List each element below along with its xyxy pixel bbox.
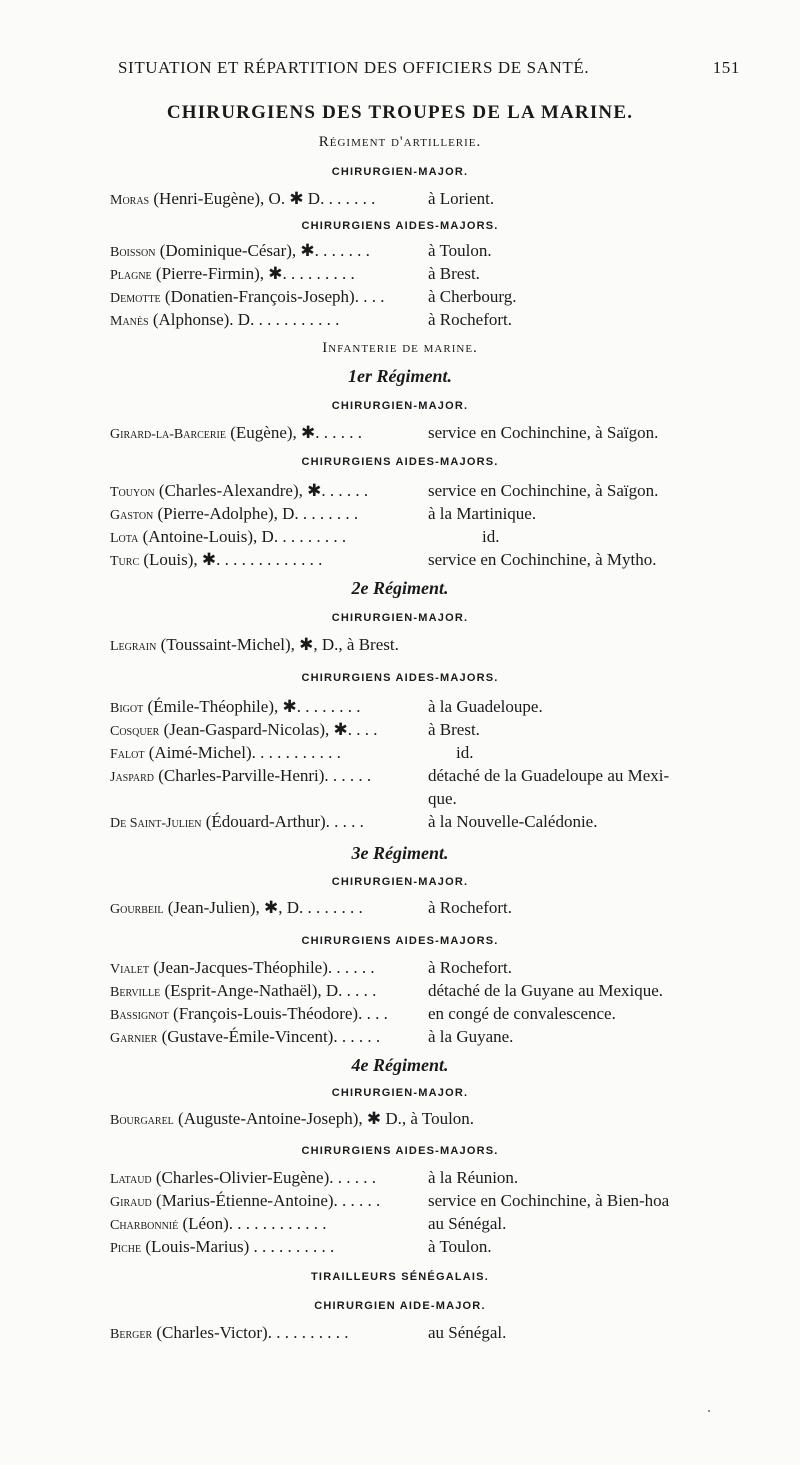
entry-row [110,1004,750,1024]
entry-row [110,550,750,570]
rank-heading-aides: CHIRURGIENS AIDES-MAJORS. [301,935,499,947]
regiment-heading-3: 3e Régiment. [351,843,449,863]
entry-surname: Falot [110,747,145,762]
entry-surname: De Saint-Julien [110,816,202,831]
entry-row [110,766,750,786]
entry-destination: à Brest. [428,720,480,739]
entry-destination: détaché de la Guyane au Mexique. [428,981,664,1000]
entry-given: (Marius-Étienne-Antoine). . . . . . [151,1191,381,1210]
entry-given: (Dominique-César), ✱. . . . . . . [155,241,370,260]
entry-row [110,241,750,261]
entry-row [110,264,750,284]
entry-row [110,812,750,832]
entry-given: (Alphonse). D. . . . . . . . . . . [148,310,340,329]
rank-heading-aides: CHIRURGIENS AIDES-MAJORS. [301,220,499,232]
entry-destination: détaché de la Guadeloupe au Mexi- [428,766,670,785]
entry-row [110,1323,750,1343]
entry-row [110,743,750,763]
entry-surname: Garnier [110,1031,158,1046]
rank-heading-major: CHIRURGIEN-MAJOR. [331,166,469,178]
entry-surname: Lataud [110,1172,152,1187]
entry-surname: Giraud [110,1195,152,1210]
entry-destination: à Cherbourg. [428,287,517,306]
rank-heading-major: CHIRURGIEN-MAJOR. [331,1087,469,1099]
rank-heading-aides: CHIRURGIENS AIDES-MAJORS. [301,1145,499,1157]
entry-given: (Charles-Parville-Henri). . . . . . [154,766,372,785]
rank-heading-aide: CHIRURGIEN AIDE-MAJOR. [314,1300,486,1312]
entry-destination: à Lorient. [428,189,495,208]
entry-row [110,504,750,524]
entry-given: (Aimé-Michel). . . . . . . . . . . [144,743,341,762]
main-title: CHIRURGIENS DES TROUPES DE LA MARINE. [166,102,634,123]
entry-given: (Léon). . . . . . . . . . . . [178,1214,327,1233]
entry-given: (Pierre-Firmin), ✱. . . . . . . . . [151,264,355,283]
entry-row [110,898,750,918]
entry-surname: Demotte [110,291,161,306]
entry-surname: Berger [110,1327,153,1342]
entry-destination: en congé de convalescence. [428,1004,616,1023]
entry-row [110,423,750,443]
entry-destination: id. [482,527,500,546]
entry-row [110,1214,750,1234]
entry-surname: Touyon [110,485,155,500]
rank-heading-major: CHIRURGIEN-MAJOR. [331,876,469,888]
entry-destination: à Rochefort. [428,898,513,917]
entry-row [110,1191,750,1211]
entry-row [110,310,750,330]
entry-surname: Jaspard [110,770,154,785]
entry-surname: Girard-la-Barcerie [110,427,226,442]
entry-surname: Turc [110,554,140,569]
entry-destination: service en Cochinchine, à Mytho. [428,550,657,569]
entry-row [110,697,750,717]
entry-given: (Henri-Eugène), O. ✱ D. . . . . . . [149,189,376,208]
entry-row [110,720,750,740]
entry-surname: Berville [110,985,161,1000]
entry-row [110,481,750,501]
entry-given: (Louis), ✱. . . . . . . . . . . . . [139,550,323,569]
entry-surname: Piche [110,1241,142,1256]
regiment-heading-1: 1er Régiment. [348,366,452,386]
rank-heading-aides: CHIRURGIENS AIDES-MAJORS. [301,672,499,684]
entry-surname: Vialet [110,962,149,977]
entry-row [110,1168,750,1188]
entry-given: (Auguste-Antoine-Joseph), ✱ D., à Toulon. [173,1109,475,1128]
entry-continuation: que. [428,789,457,808]
entry-given: (Édouard-Arthur). . . . . [201,812,364,831]
entry-row [110,1027,750,1047]
section-infanterie: Infanterie de marine. [322,340,478,356]
entry-destination: à Brest. [428,264,480,283]
entry-given: (Gustave-Émile-Vincent). . . . . . [157,1027,381,1046]
header-title: SITUATION ET RÉPARTITION DES OFFICIERS DE SANTÉ. [118,58,590,77]
entry-given: (Eugène), ✱. . . . . . [226,423,363,442]
entry-surname: Charbonnié [110,1218,179,1233]
entry-given: (Charles-Alexandre), ✱. . . . . . [154,481,369,500]
entry-surname: Bassignot [110,1008,169,1023]
entry-given: (Antoine-Louis), D. . . . . . . . . [138,527,347,546]
entry-destination: à la Guadeloupe. [428,697,543,716]
entry-destination: à la Réunion. [428,1168,519,1187]
entry-surname: Gourbeil [110,902,164,917]
entry-surname: Manès [110,314,149,329]
entry-given: (Pierre-Adolphe), D. . . . . . . . [153,504,359,523]
entry-given: (Esprit-Ange-Nathaël), D. . . . . [160,981,377,1000]
paper-speck [708,1410,710,1412]
rank-heading-major: CHIRURGIEN-MAJOR. [331,612,469,624]
entry-surname: Moras [110,193,150,208]
entry-destination: au Sénégal. [428,1214,507,1233]
entry-destination: à Rochefort. [428,310,513,329]
entry-given: (Charles-Olivier-Eugène). . . . . . [151,1168,377,1187]
entry-destination: à la Martinique. [428,504,537,523]
entry-destination: service en Cochinchine, à Saïgon. [428,481,659,500]
entry-given: (Émile-Théophile), ✱. . . . . . . . [143,697,361,716]
entry-row [110,1237,750,1257]
entry-surname: Bigot [110,701,144,716]
regiment-heading-4: 4e Régiment. [351,1055,449,1075]
rank-heading-major: CHIRURGIEN-MAJOR. [331,400,469,412]
entry-row [110,635,750,655]
entry-destination: à Toulon. [428,1237,492,1256]
entry-given: (Charles-Victor). . . . . . . . . . [152,1323,349,1342]
entry-row [110,958,750,978]
entry-surname: Cosquer [110,724,160,739]
entry-destination: à la Guyane. [428,1027,514,1046]
entry-given: (Donatien-François-Joseph). . . . [160,287,385,306]
rank-heading-aides: CHIRURGIENS AIDES-MAJORS. [301,456,499,468]
section-tirailleurs: TIRAILLEURS SÉNÉGALAIS. [311,1271,489,1283]
entry-destination: service en Cochinchine, à Bien-hoa [428,1191,670,1210]
entry-surname: Bourgarel [110,1113,174,1128]
entry-surname: Boisson [110,245,156,260]
entry-destination: id. [456,743,474,762]
entry-row [110,1109,750,1129]
entry-destination: service en Cochinchine, à Saïgon. [428,423,659,442]
entry-destination: à Rochefort. [428,958,513,977]
entry-given: (François-Louis-Théodore). . . . [168,1004,388,1023]
entry-given: (Jean-Gaspard-Nicolas), ✱. . . . [159,720,378,739]
entry-given: (Jean-Julien), ✱, D. . . . . . . . [163,898,363,917]
entry-row [110,527,750,547]
entry-surname: Lota [110,531,139,546]
entry-row [110,981,750,1001]
entry-surname: Gaston [110,508,154,523]
entry-given: (Toussaint-Michel), ✱, D., à Brest. [156,635,399,654]
entry-destination: à Toulon. [428,241,492,260]
entry-row [110,287,750,307]
entry-given: (Jean-Jacques-Théophile). . . . . . [149,958,375,977]
section-artillerie: Régiment d'artillerie. [318,134,482,150]
entry-destination: au Sénégal. [428,1323,507,1342]
entry-given: (Louis-Marius) . . . . . . . . . . [141,1237,335,1256]
entry-row [110,189,750,209]
entry-surname: Plagne [110,268,152,283]
entry-surname: Legrain [110,639,157,654]
regiment-heading-2: 2e Régiment. [351,578,449,598]
entry-destination: à la Nouvelle-Calédonie. [428,812,598,831]
page-number: 151 [712,58,740,77]
